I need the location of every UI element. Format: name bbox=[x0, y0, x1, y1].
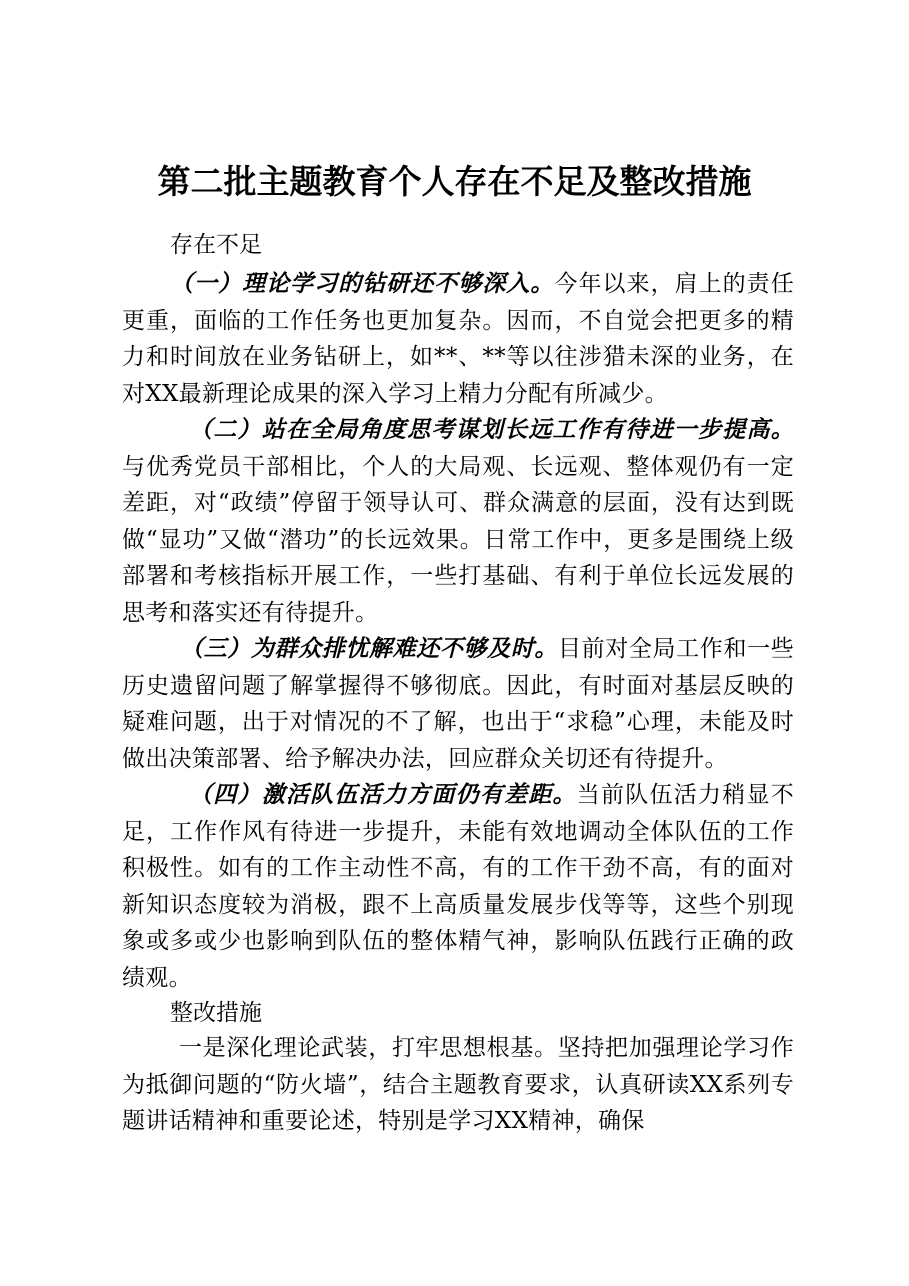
paragraph-measure-1 bbox=[122, 1030, 794, 1140]
paragraph-shortcoming-2 bbox=[122, 412, 794, 631]
section-heading-measures: 整改措施 bbox=[170, 1000, 262, 1026]
paragraph-lead: （三）为群众排忧解难还不够及时。 bbox=[180, 636, 559, 662]
paragraph-body: 与优秀党员干部相比，个人的大局观、长远观、整体观仍有一定差距，对“政绩”停留于领导认可、群众满意的层面，没有达到既做“显功”又做“潜功”的长远效果。日常工作中，更多是围绕上级部署和考核指标开展工作，一些打基础、有利于单位长远发展的思考和落实还有待提升。 bbox=[122, 453, 794, 626]
paragraph-body: 目前对全局工作和一些历史遗留问题了解掌握得不够彻底。因此，有时面对基层反映的疑难问题，出于对情况的不了解，也出于“求稳”心理，未能及时做出决策部署、给予解决办法，回应群众关切还有待提升。 bbox=[122, 636, 794, 772]
paragraph-body: 当前队伍活力稍显不足，工作作风有待进一步提升，未能有效地调动全体队伍的工作积极性。如有的工作主动性不高，有的工作干劲不高，有的面对新知识态度较为消极，跟不上高质量发展步伐等等，这些个别现象或多或少也影响到队伍的整体精气神，影响队伍践行正确的政绩观。 bbox=[122, 782, 794, 991]
document-title: 第二批主题教育个人存在不足及整改措施 bbox=[157, 162, 752, 201]
paragraph-shortcoming-1 bbox=[122, 266, 794, 412]
paragraph-shortcoming-4 bbox=[122, 777, 794, 996]
paragraph-body: 坚持把加强理论学习作为抵御问题的“防火墙”，结合主题教育要求，认真研读XX系列专题讲话精神和重要论述，特别是学习XX精神，确保 bbox=[122, 1035, 794, 1134]
paragraph-body: 今年以来，肩上的责任更重，面临的工作任务也更加复杂。因而，不自觉会把更多的精力和时间放在业务钻研上，如**、**等以往涉猎未深的业务，在对XX最新理论成果的深入学习上精力分配有所减少。 bbox=[122, 271, 795, 407]
document-body bbox=[122, 228, 794, 1140]
paragraph-lead: （二）站在全局角度思考谋划长远工作有待进一步提高。 bbox=[189, 417, 794, 443]
section-heading-shortcomings: 存在不足 bbox=[170, 232, 262, 258]
paragraph-shortcoming-3 bbox=[122, 631, 794, 777]
paragraph-lead: （一）理论学习的钻研还不够深入。 bbox=[170, 271, 555, 297]
paragraph-lead: 一是深化理论武装，打牢思想根基。 bbox=[179, 1035, 558, 1061]
paragraph-lead: （四）激活队伍活力方面仍有差距。 bbox=[189, 782, 577, 808]
